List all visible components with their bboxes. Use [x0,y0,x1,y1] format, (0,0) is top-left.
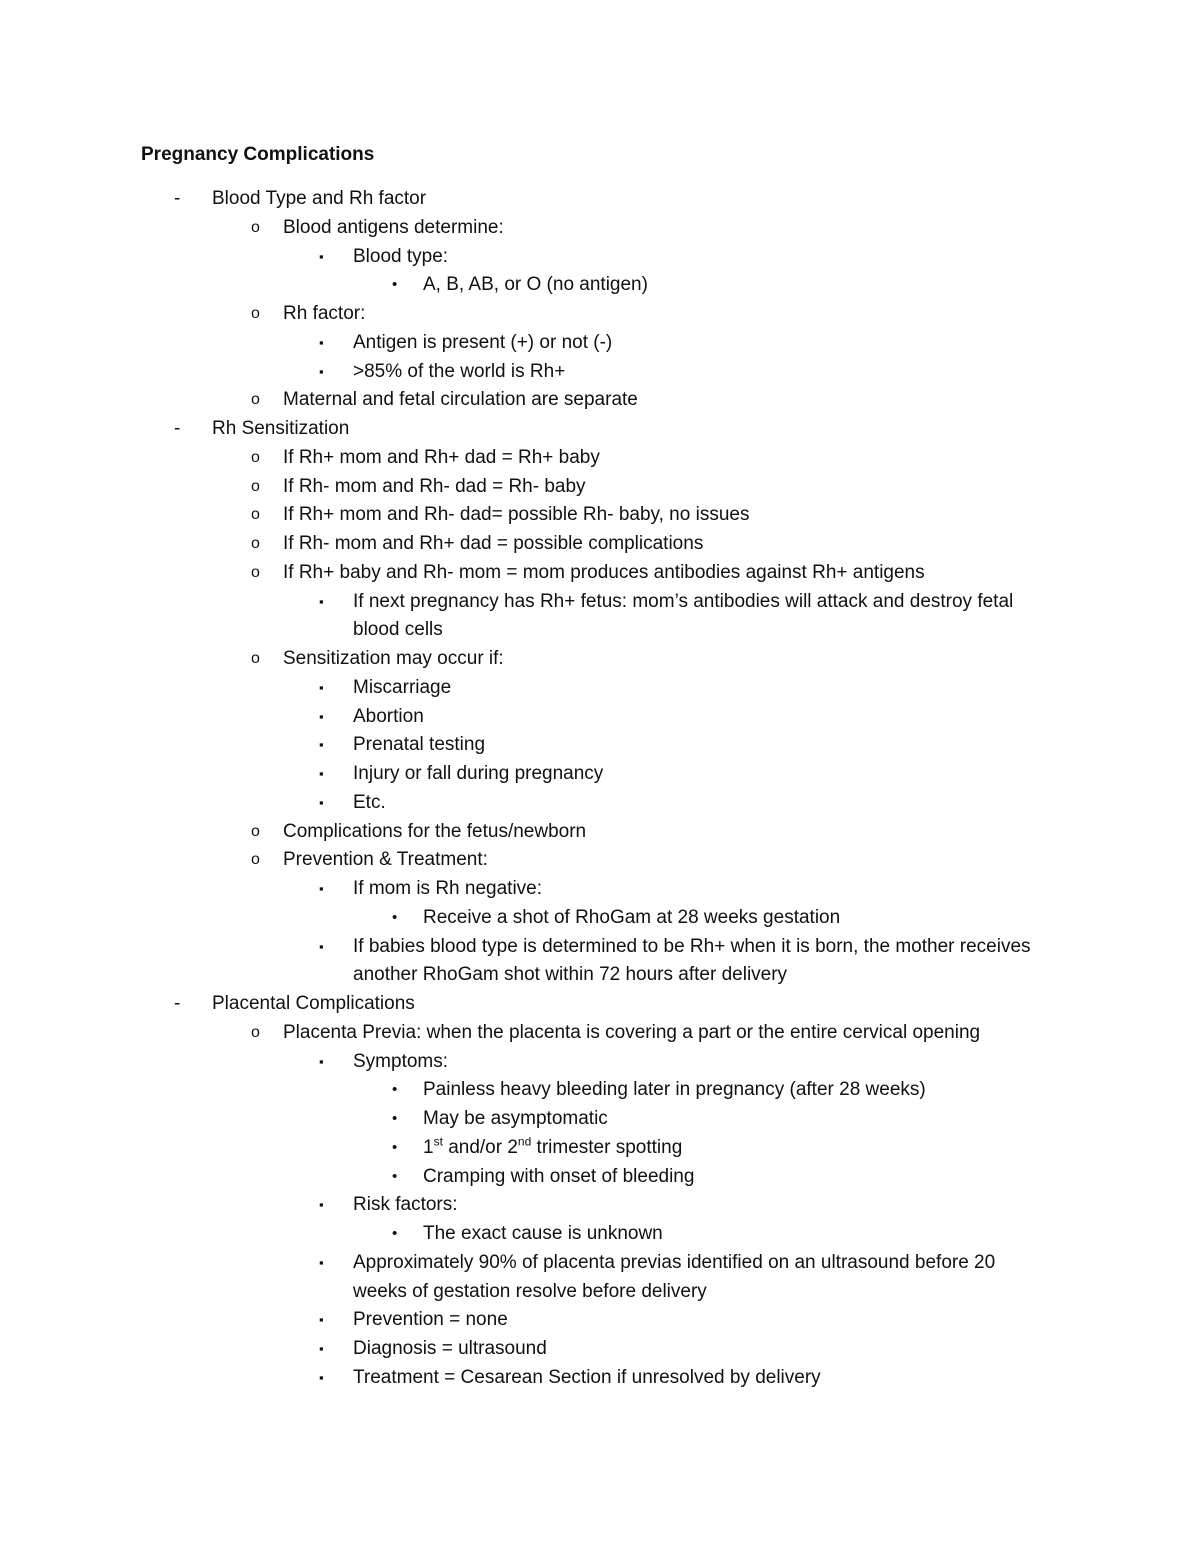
outline-list [0,185,1200,1393]
list-item-text: May be asymptomatic [423,1108,608,1129]
text-segment: 1 [423,1136,434,1158]
list-item-text: Prenatal testing [353,734,486,756]
list-item-text: Approximately 90% of placenta previas identified on an ultrasound before 20 weeks of gestation resolve before delivery [353,1251,996,1302]
list-item [0,1364,1200,1393]
list-item-text: Cramping with onset of bleeding [423,1165,695,1187]
list-item-text: If Rh+ mom and Rh- dad= possible Rh- baby, no issues [283,504,750,526]
list-item [0,501,1200,530]
list-item-text: If babies blood type is determined to be Rh+ when it is born, the mother receives another RhoGam shot within 72 hours after delivery [353,935,1031,986]
circle-marker-icon: o [251,477,260,495]
list-item-text: Miscarriage [353,676,452,698]
list-item-text: If next pregnancy has Rh+ fetus: mom’s antibodies will attack and destroy fetal blood cells [353,590,1014,641]
list-item [0,329,1200,358]
list-item-text: Complications for the fetus/newborn [283,820,587,842]
list-item-text: Receive a shot of RhoGam at 28 weeks gestation [423,906,841,928]
list-item [0,588,1200,646]
list-item-text: Diagnosis = ultrasound [353,1338,547,1359]
list-item [0,875,1200,904]
list-item-text: Painless heavy bleeding later in pregnancy (after 28 weeks) [423,1079,926,1101]
list-item [0,789,1200,818]
list-item [0,358,1200,387]
circle-marker-icon: o [251,391,260,409]
square-bullet-icon: ▪ [319,248,324,264]
list-item-text: Placenta Previa: when the placenta is covering a part or the entire cervical opening [283,1021,981,1043]
square-bullet-icon: ▪ [319,938,324,954]
list-item [0,1019,1200,1048]
square-bullet-icon: ▪ [319,794,324,810]
square-bullet-icon: ▪ [319,737,324,753]
list-item [0,300,1200,329]
list-item [0,185,1200,214]
square-bullet-icon: ▪ [319,593,324,609]
square-bullet-icon: ▪ [319,1312,324,1328]
list-item [0,243,1200,272]
list-item-text: If Rh+ baby and Rh- mom = mom produces antibodies against Rh+ antigens [283,561,925,583]
square-bullet-icon: ▪ [319,1369,324,1385]
list-item-text: If Rh- mom and Rh+ dad = possible complications [283,533,704,554]
list-item [0,818,1200,847]
list-item [0,703,1200,732]
square-bullet-icon: ▪ [319,334,324,350]
ordinal-suffix: st [433,1134,443,1149]
list-item [0,415,1200,444]
list-item-text: Rh Sensitization [212,418,350,439]
list-item-text: The exact cause is unknown [423,1223,663,1244]
list-item [0,846,1200,875]
list-item-text: Blood antigens determine: [283,216,504,238]
list-item [0,933,1200,991]
list-item [0,1335,1200,1364]
list-item [0,473,1200,502]
list-item-text: Rh factor: [283,303,366,324]
list-item-text: Sensitization may occur if: [283,648,504,669]
list-item-text: Maternal and fetal circulation are separate [283,389,638,411]
round-bullet-icon: • [392,1167,398,1185]
list-item [0,214,1200,243]
circle-marker-icon: o [251,448,260,466]
list-item-text: Blood Type and Rh factor [212,188,427,209]
list-item-text: >85% of the world is Rh+ [353,360,566,382]
list-item [0,444,1200,473]
list-item-text: Etc. [353,791,386,813]
list-item-text: Injury or fall during pregnancy [353,763,604,784]
list-item [0,1306,1200,1335]
list-item [0,990,1200,1019]
circle-marker-icon: o [251,305,260,322]
list-item [0,1134,1200,1163]
list-item-text: If Rh+ mom and Rh+ dad = Rh+ baby [283,446,600,468]
round-bullet-icon: • [392,1110,398,1127]
dash-marker: - [174,418,181,439]
square-bullet-icon: ▪ [319,708,324,724]
list-item [0,1048,1200,1077]
dash-marker: - [174,993,181,1014]
text-segment: trimester spotting [531,1136,683,1158]
round-bullet-icon: • [392,908,398,926]
list-item [0,1105,1200,1134]
round-bullet-icon: • [392,1138,398,1156]
list-item-text: Blood type: [353,245,449,267]
list-item [0,645,1200,674]
square-bullet-icon: ▪ [319,1254,324,1270]
list-item-text: If mom is Rh negative: [353,878,543,899]
list-item [0,530,1200,559]
circle-marker-icon: o [251,563,260,581]
list-item [0,674,1200,703]
list-item-text: If Rh- mom and Rh- dad = Rh- baby [283,475,586,497]
list-item-text: Treatment = Cesarean Section if unresolved by delivery [353,1366,821,1388]
ordinal-suffix: nd [517,1134,532,1149]
round-bullet-icon: • [392,1225,398,1242]
list-item-text: Risk factors: [353,1194,458,1216]
circle-marker-icon: o [251,650,260,667]
list-item [0,1076,1200,1105]
square-bullet-icon: ▪ [319,1341,324,1356]
list-item [0,731,1200,760]
list-item-text: A, B, AB, or O (no antigen) [423,274,648,296]
circle-marker-icon: o [251,1023,260,1041]
text-segment: and/or 2 [442,1136,518,1158]
round-bullet-icon: • [392,276,398,294]
round-bullet-icon: • [392,1081,398,1099]
list-item-text: Symptoms: [353,1050,449,1072]
square-bullet-icon: ▪ [319,1197,324,1213]
circle-marker-icon: o [251,535,260,552]
page-title: Pregnancy Complications [141,144,375,165]
list-item-text [423,1134,682,1163]
list-item [0,271,1200,300]
square-bullet-icon: ▪ [319,766,324,781]
square-bullet-icon: ▪ [319,1053,324,1069]
square-bullet-icon: ▪ [319,363,324,379]
list-item-text: Prevention = none [353,1309,508,1331]
square-bullet-icon: ▪ [319,881,324,896]
dash-marker: - [174,188,181,209]
list-item [0,386,1200,415]
list-item [0,559,1200,588]
square-bullet-icon: ▪ [319,679,324,695]
list-item [0,904,1200,933]
list-item-text: Prevention & Treatment: [283,849,488,871]
list-item [0,1249,1200,1307]
list-item-text: Abortion [353,705,424,727]
list-item-text: Antigen is present (+) or not (-) [353,331,613,353]
list-item [0,1163,1200,1192]
list-item [0,1220,1200,1249]
list-item [0,760,1200,789]
list-item [0,1191,1200,1220]
circle-marker-icon: o [251,822,260,840]
circle-marker-icon: o [251,506,260,524]
circle-marker-icon: o [251,851,260,869]
circle-marker-icon: o [251,218,260,236]
list-item-text: Placental Complications [212,993,415,1014]
